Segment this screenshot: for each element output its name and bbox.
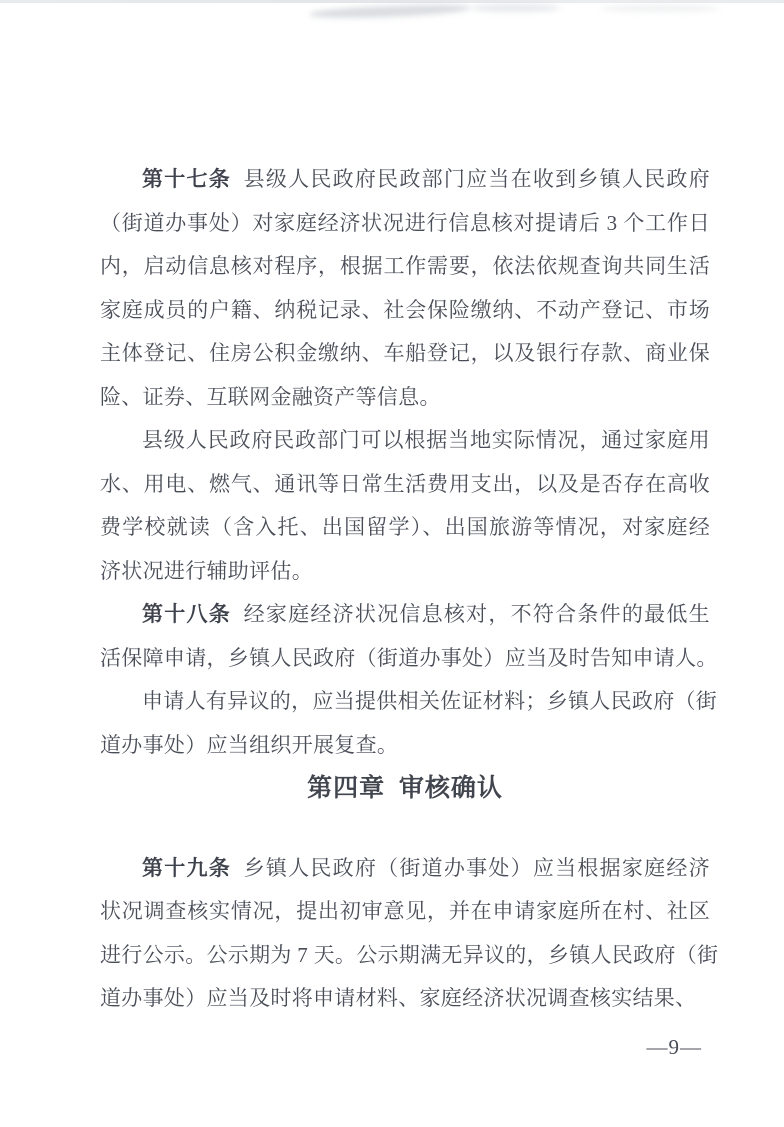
chapter-title: 审核确认 (398, 774, 503, 802)
paragraph-article-18 (100, 593, 718, 680)
text-line: （街道办事处）对家庭经济状况进行信息核对提请后 3 个工作日 (100, 210, 710, 235)
text-line: 家庭成员的户籍、纳税记录、社会保险缴纳、不动产登记、市场 (100, 297, 710, 322)
article-number: 第十九条 (142, 855, 232, 880)
paragraph-objection-recheck (100, 680, 718, 767)
document-body (100, 0, 719, 1069)
text-line: 活保障申请，乡镇人民政府（街道办事处）应当及时告知申请人。 (100, 645, 718, 670)
text-line (100, 593, 710, 637)
text-line: 道办事处）应当组织开展复查。 (100, 732, 399, 757)
text-line (100, 847, 710, 891)
text-line: 状况调查核实情况，提出初审意见，并在申请家庭所在村、社区 (100, 899, 710, 923)
text-line: 水、用电、燃气、通讯等日常生活费用支出，以及是否存在高收 (100, 471, 710, 496)
text-line: 进行公示。公示期为 7 天。公示期满无异议的，乡镇人民政府（街 (100, 942, 719, 967)
page-number: —9— (646, 1034, 702, 1059)
text-line: 县级人民政府民政部门可以根据当地实际情况，通过家庭用 (142, 428, 710, 452)
text-line: 申请人有异议的，应当提供相关佐证材料；乡镇人民政府（街 (142, 689, 718, 713)
article-number: 第十八条 (142, 602, 232, 626)
article-number: 第十七条 (142, 167, 232, 191)
text-line: 主体登记、住房公积金缴纳、车船登记，以及银行存款、商业保 (100, 341, 710, 365)
text-line-content: 县级人民政府民政部门应当在收到乡镇人民政府 (243, 167, 710, 191)
text-line (100, 158, 710, 202)
paragraph-auxiliary-assessment (100, 419, 710, 593)
text-line-content: 乡镇人民政府（街道办事处）应当根据家庭经济 (243, 855, 710, 880)
chapter-heading (100, 767, 710, 811)
text-line-content: 经家庭经济状况信息核对，不符合条件的最低生 (243, 602, 710, 626)
text-line: 济状况进行辅助评估。 (100, 558, 313, 583)
text-line: 道办事处）应当及时将申请材料、家庭经济状况调查核实结果、 (100, 986, 697, 1010)
text-line: 险、证券、互联网金融资产等信息。 (100, 384, 441, 409)
paragraph-article-19 (100, 847, 719, 1021)
chapter-number: 第四章 (307, 774, 386, 802)
paragraph-article-17 (100, 158, 710, 419)
text-line: 内，启动信息核对程序，根据工作需要，依法依规查询共同生活 (100, 254, 710, 278)
text-line: 费学校就读（含入托、出国留学）、出国旅游等情况，对家庭经 (100, 515, 710, 539)
